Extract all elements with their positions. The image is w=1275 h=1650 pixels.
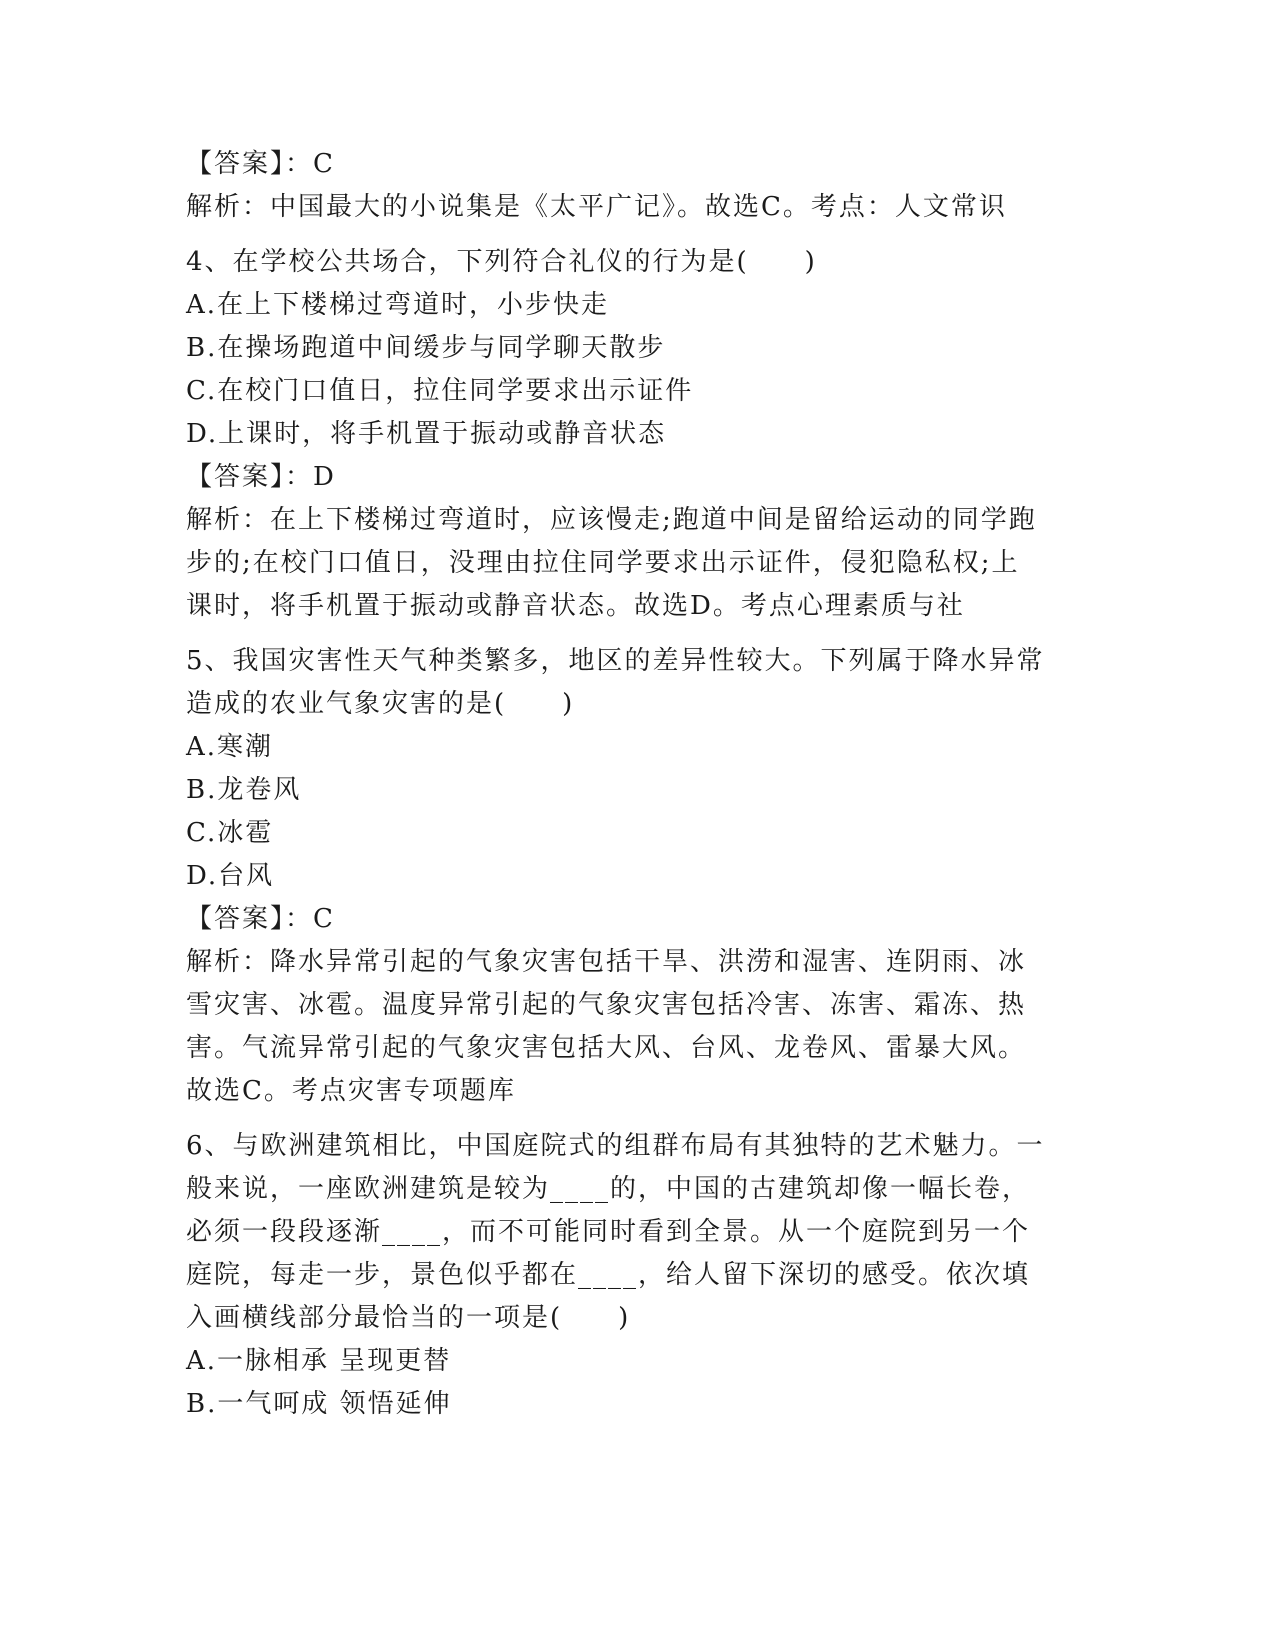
q6-question-line: 庭院，每走一步，景色似乎都在____，给人留下深切的感受。依次填	[186, 1260, 1031, 1290]
q6-option-b: B.一气呵成 领悟延伸	[186, 1389, 452, 1419]
q5-question-line: 造成的农业气象灾害的是( )	[186, 689, 575, 719]
q4-analysis-line: 步的;在校门口值日，没理由拉住同学要求出示证件，侵犯隐私权;上	[186, 548, 1020, 578]
q5-question-line: 5、我国灾害性天气种类繁多，地区的差异性较大。下列属于降水异常	[186, 646, 1045, 676]
q4-option-c: C.在校门口值日，拉住同学要求出示证件	[186, 376, 694, 406]
q5-option-d: D.台风	[186, 861, 275, 891]
q4-option-b: B.在操场跑道中间缓步与同学聊天散步	[186, 333, 666, 363]
q5-analysis-line: 害。气流异常引起的气象灾害包括大风、台风、龙卷风、雷暴大风。	[186, 1033, 1027, 1063]
document-page	[186, 143, 1086, 1426]
q3-answer: 【答案】：C	[186, 149, 335, 179]
q5-option-b: B.龙卷风	[186, 775, 302, 805]
q5-option-c: C.冰雹	[186, 818, 274, 848]
q4-answer: 【答案】：D	[186, 462, 336, 492]
q6-question-line: 般来说，一座欧洲建筑是较为____的，中国的古建筑却像一幅长卷，	[186, 1174, 1031, 1204]
q5-analysis-line: 雪灾害、冰雹。温度异常引起的气象灾害包括冷害、冻害、霜冻、热	[186, 990, 1027, 1020]
q4-analysis-line: 课时，将手机置于振动或静音状态。故选D。考点心理素质与社	[186, 591, 965, 621]
q5-analysis-line: 故选C。考点灾害专项题库	[186, 1076, 516, 1106]
q4-analysis-line: 解析：在上下楼梯过弯道时，应该慢走;跑道中间是留给运动的同学跑	[186, 505, 1037, 535]
q5-option-a: A.寒潮	[186, 732, 274, 762]
q6-option-a: A.一脉相承 呈现更替	[186, 1346, 452, 1376]
q6-question-line: 入画横线部分最恰当的一项是( )	[186, 1303, 631, 1333]
q5-analysis-line: 解析：降水异常引起的气象灾害包括干旱、洪涝和湿害、连阴雨、冰	[186, 947, 1027, 977]
q4-option-a: A.在上下楼梯过弯道时，小步快走	[186, 290, 610, 320]
q4-option-d: D.上课时，将手机置于振动或静音状态	[186, 419, 667, 449]
q4-question: 4、在学校公共场合，下列符合礼仪的行为是( )	[186, 247, 817, 277]
q3-analysis: 解析：中国最大的小说集是《太平广记》。故选C。考点：人文常识	[186, 192, 1007, 222]
q6-question-line: 必须一段段逐渐____，而不可能同时看到全景。从一个庭院到另一个	[186, 1217, 1031, 1247]
q5-answer: 【答案】：C	[186, 904, 335, 934]
q6-question-line: 6、与欧洲建筑相比，中国庭院式的组群布局有其独特的艺术魅力。一	[186, 1131, 1045, 1161]
